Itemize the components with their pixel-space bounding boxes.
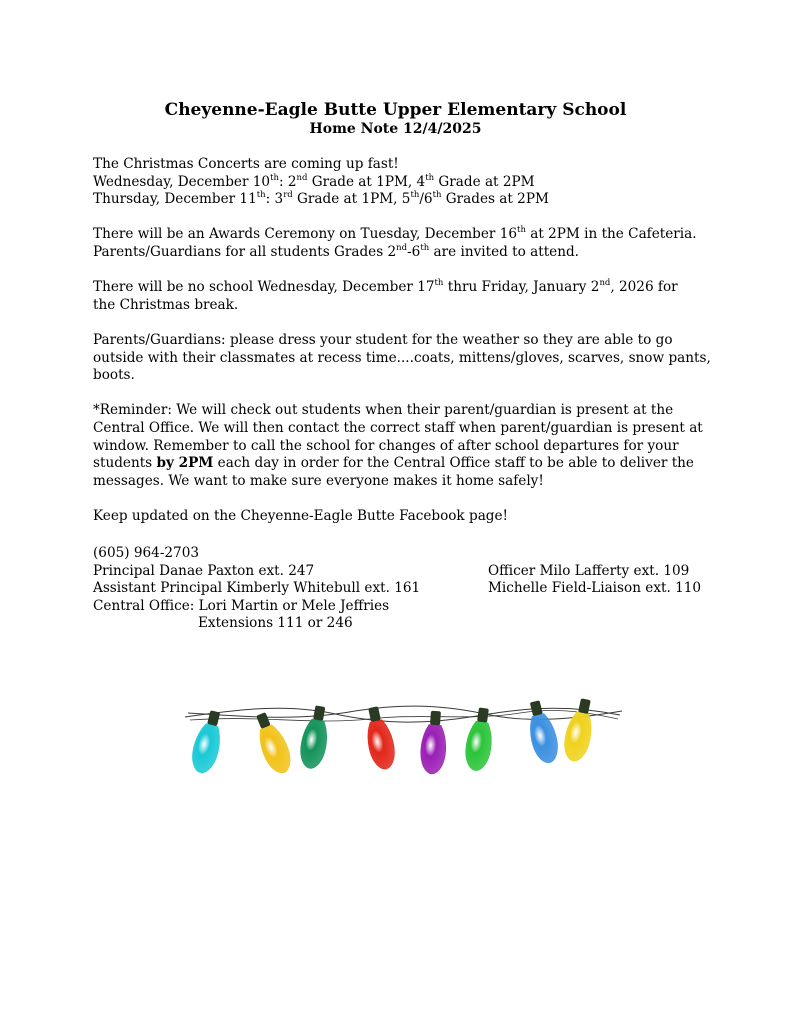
officer-contact: Officer Milo Lafferty ext. 109 xyxy=(488,562,690,579)
break-line-1: There will be no school Wednesday, December 17th thru Friday, January 2nd, 2026 for xyxy=(93,278,678,296)
deadline-emphasis: by 2PM xyxy=(156,455,214,472)
school-phone: (605) 964-2703 xyxy=(93,545,200,561)
reminder-line-2: Central Office. We will then contact the correct staff when parent/guardian is present at xyxy=(93,419,703,436)
awards-line-1: There will be an Awards Ceremony on Tuesday, December 16th at 2PM in the Cafeteria. xyxy=(93,225,697,243)
reminder-line-5: messages. We want to make sure everyone makes it home safely! xyxy=(93,472,544,489)
bulb-socket xyxy=(313,705,325,721)
bulb-glass xyxy=(364,718,398,771)
bulb-glass xyxy=(463,720,494,772)
bulb-socket xyxy=(207,710,220,726)
light-bulb xyxy=(297,704,332,770)
bulb-socket xyxy=(430,711,441,726)
reminder-line-3: window. Remember to call the school for changes of after school departures for your xyxy=(93,437,679,454)
break-paragraph xyxy=(93,279,733,314)
liaison-contact: Michelle Field-Liaison ext. 110 xyxy=(488,580,702,597)
concert-thursday: Thursday, December 11th: 3rd Grade at 1PM, 5th/6th Grades at 2PM xyxy=(93,190,549,208)
break-line-2: the Christmas break. xyxy=(93,296,239,313)
concert-wednesday: Wednesday, December 10th: 2nd Grade at 1PM, 4th Grade at 2PM xyxy=(93,172,535,190)
bulb-glass xyxy=(188,722,224,776)
weather-line-1: Parents/Guardians: please dress your student for the weather so they are able to go xyxy=(93,331,673,348)
weather-paragraph xyxy=(93,332,733,385)
bulb-glass xyxy=(255,722,296,777)
reminder-line-4: students by 2PM each day in order for the Central Office staff to be able to deliver the xyxy=(93,455,694,472)
school-title: Cheyenne-Eagle Butte Upper Elementary School xyxy=(164,100,627,120)
note-body xyxy=(93,156,733,543)
central-office-contact: Central Office: Lori Martin or Mele Jeffries xyxy=(93,597,390,614)
concerts-intro: The Christmas Concerts are coming up fast! xyxy=(93,156,399,172)
awards-line-2: Parents/Guardians for all students Grades 2nd-6th are invited to attend. xyxy=(93,242,579,260)
reminder-paragraph xyxy=(93,402,733,490)
bulb-glass xyxy=(526,712,562,766)
christmas-lights-illustration xyxy=(180,695,630,795)
note-subtitle: Home Note 12/4/2025 xyxy=(309,121,482,137)
bulb-glass xyxy=(419,724,447,775)
bulb-socket xyxy=(578,698,591,714)
weather-line-2: outside with their classmates at recess time....coats, mittens/gloves, scarves, snow pants, xyxy=(93,349,711,366)
header xyxy=(0,100,791,138)
central-office-extensions: Extensions 111 or 246 xyxy=(198,615,353,632)
weather-line-3: boots. xyxy=(93,367,135,384)
facebook-note: Keep updated on the Cheyenne-Eagle Butte Facebook page! xyxy=(93,507,509,524)
facebook-paragraph xyxy=(93,508,733,526)
bulb-glass xyxy=(297,718,330,771)
concerts-paragraph xyxy=(93,156,733,209)
light-cord xyxy=(185,706,622,722)
bulb-socket xyxy=(530,700,543,716)
principal-contact: Principal Danae Paxton ext. 247 xyxy=(93,562,315,579)
assistant-principal-contact: Assistant Principal Kimberly Whitebull ext. 161 xyxy=(93,580,421,597)
light-bulb xyxy=(361,705,398,772)
awards-paragraph xyxy=(93,226,733,261)
contact-block xyxy=(93,545,713,633)
reminder-line-1: *Reminder: We will check out students when their parent/guardian is present at the xyxy=(93,402,674,419)
bulb-socket xyxy=(477,707,489,722)
light-bulb xyxy=(561,697,598,764)
